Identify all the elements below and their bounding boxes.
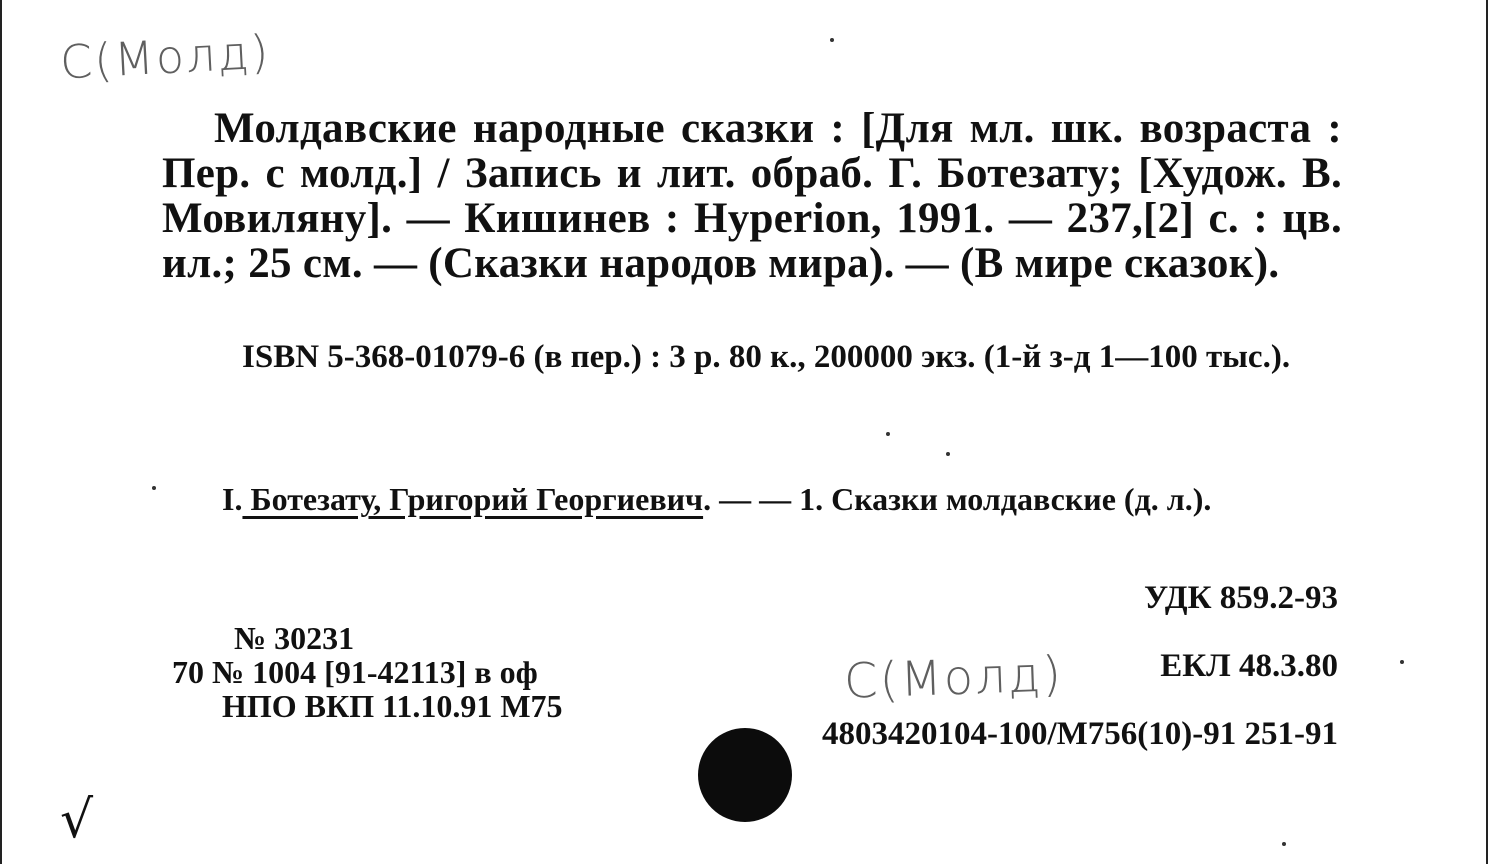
tracing-prefix: I.: [222, 481, 243, 517]
punch-hole: [698, 728, 792, 822]
order-line: 70 № 1004 [91-42113] в оф: [172, 654, 538, 690]
isbn-line: ISBN 5-368-01079-6 (в пер.) : 3 р. 80 к., 200000 экз. (1-й з-д 1—100 тыс.).: [242, 339, 1291, 375]
printer-line: НПО ВКП 11.10.91 М75: [222, 688, 563, 724]
speck: [830, 38, 834, 42]
tracing-rest: . — — 1. Сказки молдавские (д. л.).: [703, 481, 1212, 517]
order-number: № 30231: [234, 620, 355, 656]
handwritten-classification-top: С(Молд): [58, 24, 272, 90]
speck: [1282, 842, 1286, 846]
tracing-author-underlined: Ботезату, Григорий Георгиевич: [242, 481, 704, 517]
speck: [152, 486, 156, 490]
tracing-line: [162, 478, 1342, 520]
speck: [886, 432, 890, 436]
catalog-code: 4803420104-100/М756(10)-91 251-91: [821, 716, 1338, 752]
speck: [1400, 660, 1404, 664]
speck: [946, 452, 950, 456]
udk-index: УДК 859.2-93: [1143, 580, 1338, 616]
ekl-index: ЕКЛ 48.3.80: [1160, 648, 1338, 684]
bibliographic-description: [162, 106, 1342, 286]
handwritten-classification-mid: С(Молд): [843, 646, 1064, 710]
main-text: Молдавские народные сказки : [Для мл. шк. возраста : Пер. с молд.] / Запись и лит. обраб. Г. Ботезату; [Худож. В. Мовиляну]. — Кишинев : Hyperion, 1991. — 237,[2] с. : цв. ил.; 25 см. — (Сказки народов мира). — (В мире сказок).: [162, 105, 1342, 287]
checkmark-icon: √: [60, 790, 94, 850]
